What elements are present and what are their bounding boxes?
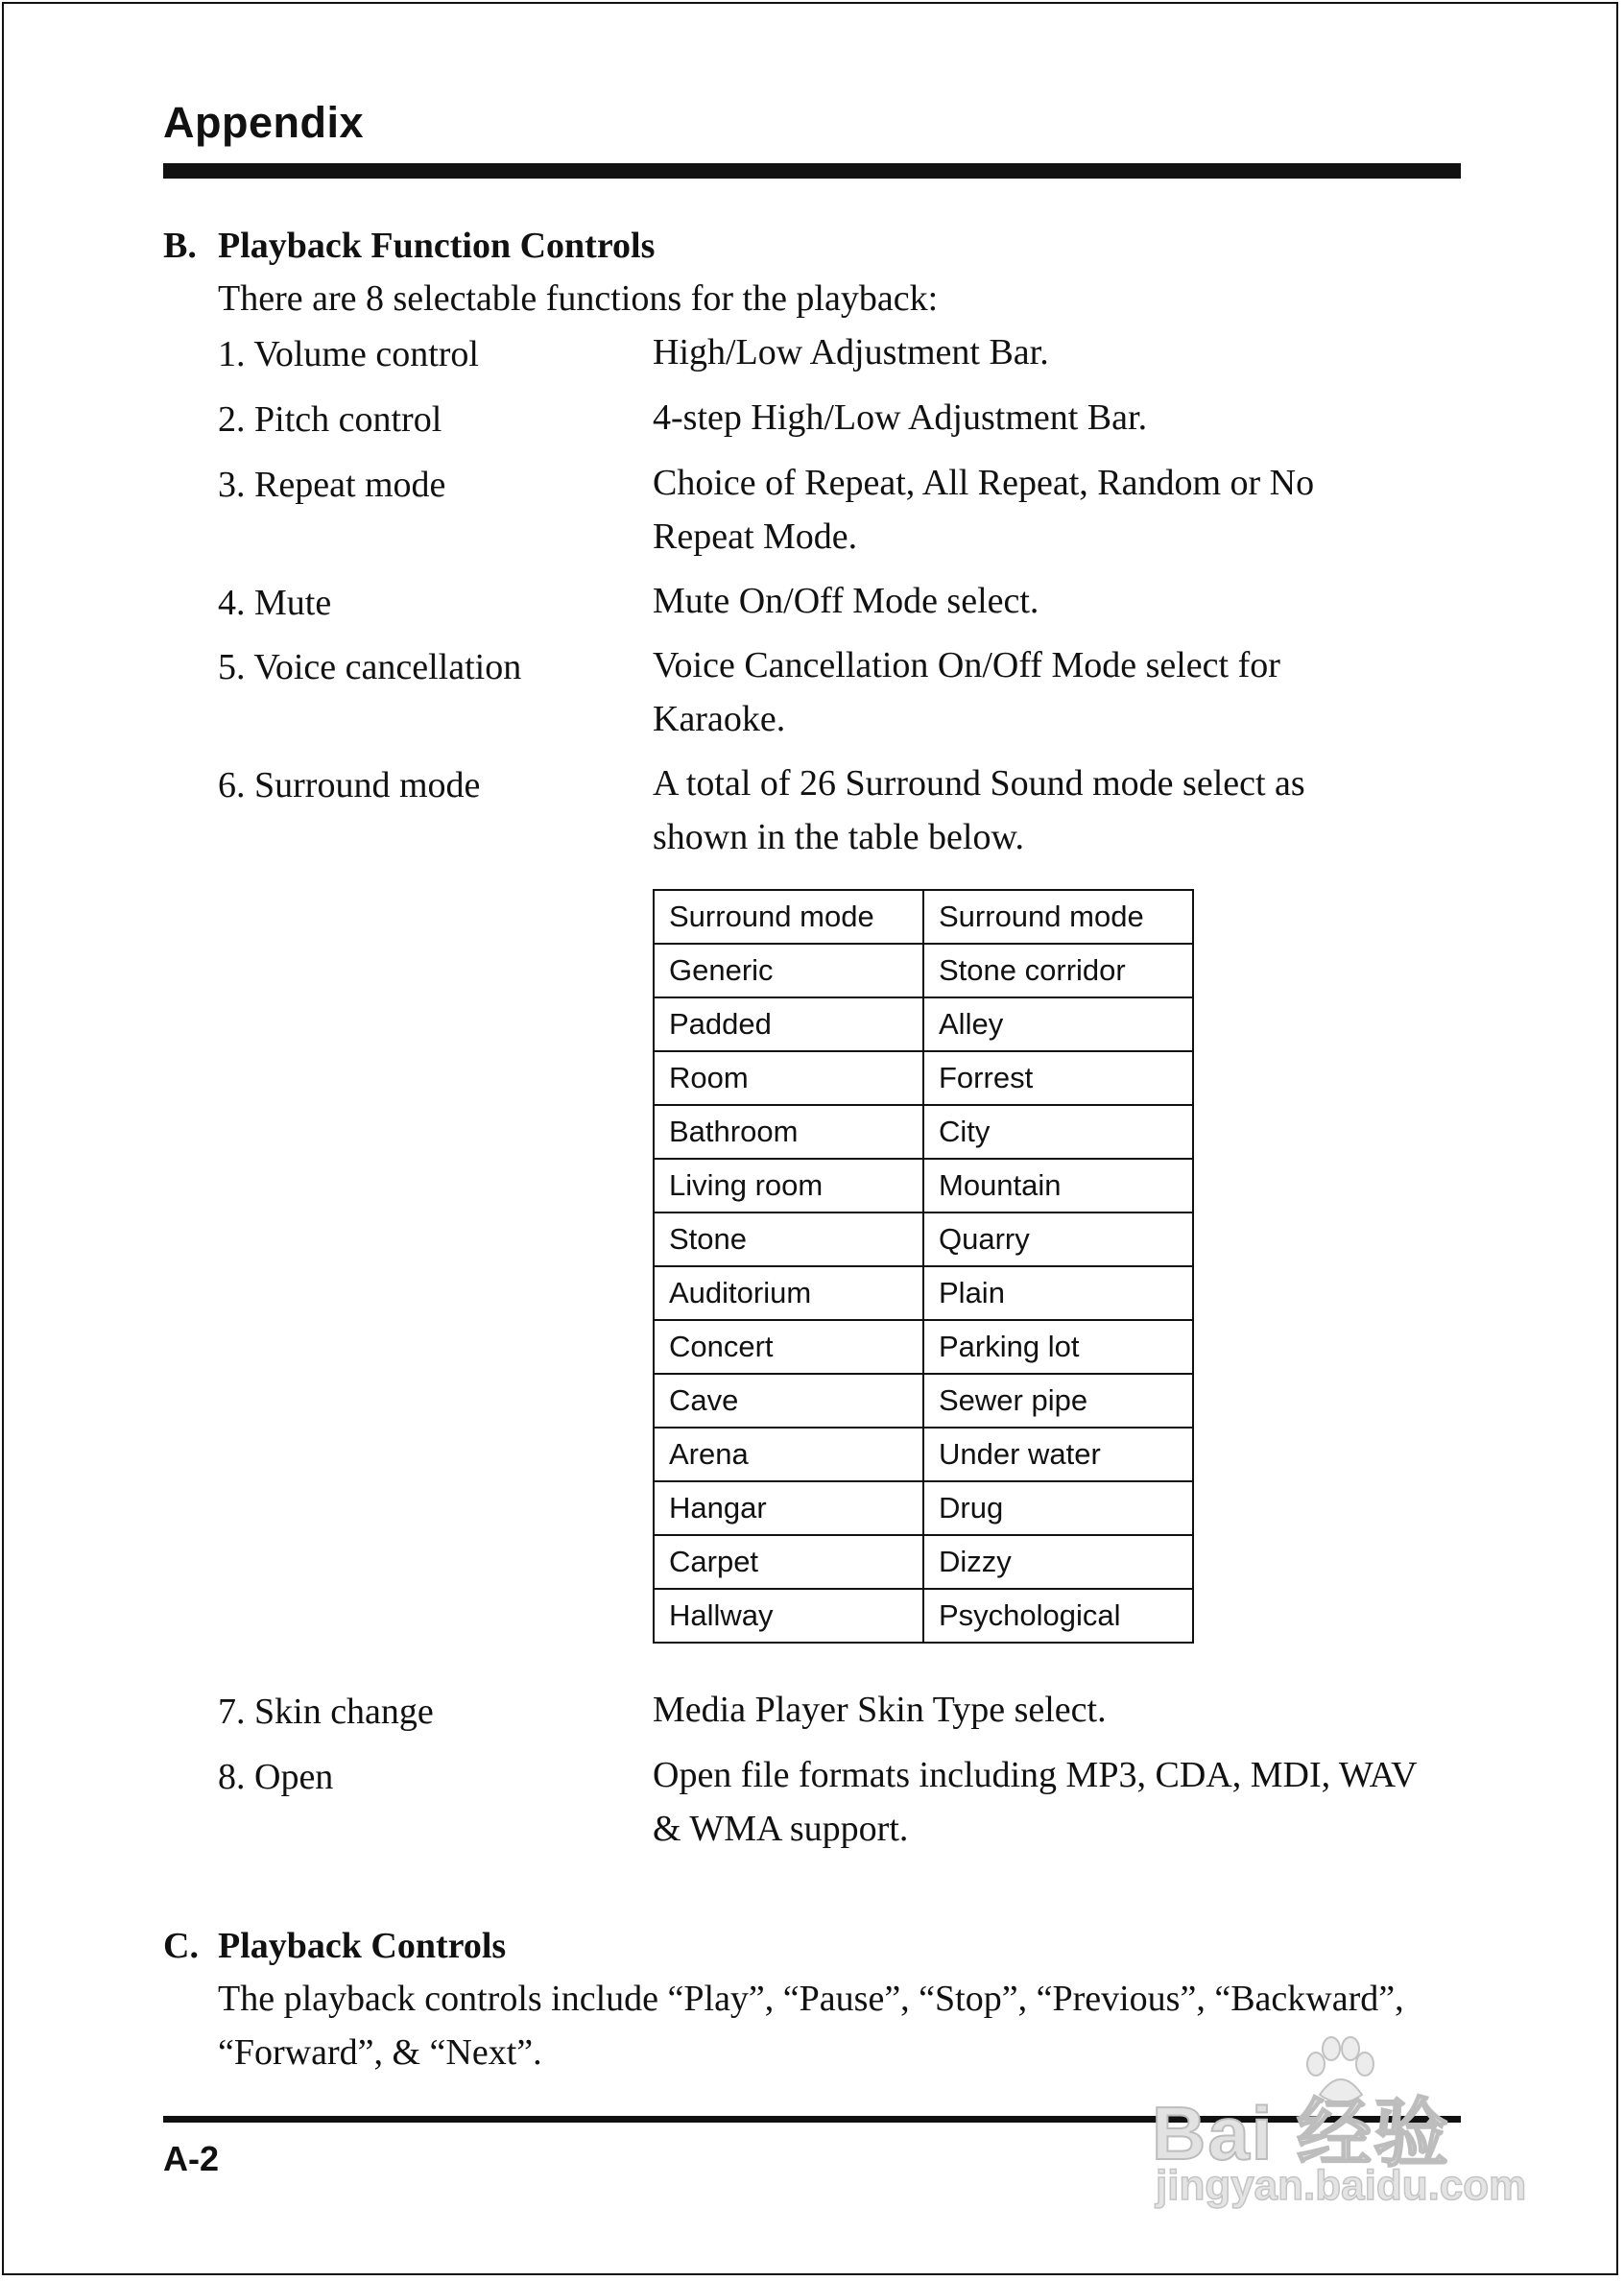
table-cell: Padded	[654, 997, 923, 1051]
function-description	[653, 1748, 1459, 1856]
section-c-heading	[163, 1925, 506, 1967]
table-cell: Generic	[654, 944, 923, 997]
description-line: A total of 26 Surround Sound mode select as	[653, 763, 1305, 804]
function-label: 5. Voice cancellation	[218, 647, 522, 687]
function-label: 7. Skin change	[218, 1692, 434, 1732]
table-header-cell: Surround mode	[923, 890, 1193, 944]
surround-mode-table	[653, 889, 1194, 1644]
function-description	[653, 456, 1459, 564]
function-label: 1. Volume control	[218, 334, 479, 374]
table-cell: Bathroom	[654, 1105, 923, 1159]
table-cell: Parking lot	[923, 1320, 1193, 1374]
function-description	[653, 391, 1459, 444]
table-row	[654, 1428, 1193, 1481]
table-cell: Forrest	[923, 1051, 1193, 1105]
table-row	[654, 1266, 1193, 1320]
table-row	[654, 1481, 1193, 1535]
description-line: Voice Cancellation On/Off Mode select for	[653, 645, 1280, 685]
table-cell: Cave	[654, 1374, 923, 1428]
table-row	[654, 1213, 1193, 1266]
table-cell: Alley	[923, 997, 1193, 1051]
table-header-row	[654, 890, 1193, 944]
table-cell: Sewer pipe	[923, 1374, 1193, 1428]
function-label: 6. Surround mode	[218, 765, 481, 805]
table-cell: Concert	[654, 1320, 923, 1374]
watermark-logo: Bai 经验	[1152, 2091, 1451, 2175]
section-b-intro: There are 8 selectable functions for the playback:	[218, 278, 939, 319]
table-cell: Drug	[923, 1481, 1193, 1535]
function-label: 3. Repeat mode	[218, 465, 446, 505]
table-cell: Hallway	[654, 1589, 923, 1643]
section-b-title: Playback Function Controls	[218, 226, 656, 266]
table-row	[654, 1589, 1193, 1643]
table-cell: Dizzy	[923, 1535, 1193, 1589]
description-line: Choice of Repeat, All Repeat, Random or No	[653, 463, 1315, 503]
section-c-title: Playback Controls	[218, 1926, 507, 1966]
section-b-heading	[163, 225, 655, 267]
function-label: 4. Mute	[218, 583, 332, 623]
section-b-letter: B.	[163, 226, 197, 266]
description-line: Mute On/Off Mode select.	[653, 581, 1039, 621]
table-cell: City	[923, 1105, 1193, 1159]
table-cell: Arena	[654, 1428, 923, 1481]
table-cell: Auditorium	[654, 1266, 923, 1320]
page-header-title: Appendix	[163, 98, 365, 147]
function-label: 2. Pitch control	[218, 399, 442, 440]
table-cell: Psychological	[923, 1589, 1193, 1643]
table-cell: Mountain	[923, 1159, 1193, 1213]
table-row	[654, 997, 1193, 1051]
description-line: shown in the table below.	[653, 817, 1024, 857]
description-line: Repeat Mode.	[653, 516, 858, 557]
table-row	[654, 1159, 1193, 1213]
table-cell: Living room	[654, 1159, 923, 1213]
table-header-cell: Surround mode	[654, 890, 923, 944]
description-line: & WMA support.	[653, 1809, 909, 1849]
body-line: The playback controls include “Play”, “Pause”, “Stop”, “Previous”, “Backward”,	[218, 1979, 1404, 2019]
description-line: Media Player Skin Type select.	[653, 1690, 1107, 1730]
table-cell: Hangar	[654, 1481, 923, 1535]
section-c-letter: C.	[163, 1926, 199, 1966]
page-number: A-2	[163, 2139, 220, 2178]
header-rule	[163, 163, 1461, 179]
table-cell: Carpet	[654, 1535, 923, 1589]
baidu-watermark	[1142, 2035, 1545, 2227]
function-description	[653, 756, 1459, 864]
function-label: 8. Open	[218, 1757, 334, 1797]
function-description	[653, 574, 1459, 628]
table-cell: Stone	[654, 1213, 923, 1266]
table-cell: Under water	[923, 1428, 1193, 1481]
function-description	[653, 325, 1459, 379]
table-row	[654, 1374, 1193, 1428]
description-line: High/Low Adjustment Bar.	[653, 332, 1049, 372]
watermark-url: jingyan.baidu.com	[1156, 2162, 1527, 2209]
table-cell: Room	[654, 1051, 923, 1105]
table-cell: Quarry	[923, 1213, 1193, 1266]
table-row	[654, 1535, 1193, 1589]
table-row	[654, 1051, 1193, 1105]
description-line: Open file formats including MP3, CDA, MDI, WAV	[653, 1755, 1418, 1795]
function-description	[653, 1683, 1459, 1737]
table-cell: Plain	[923, 1266, 1193, 1320]
description-line: Karaoke.	[653, 699, 786, 739]
table-row	[654, 944, 1193, 997]
table-cell: Stone corridor	[923, 944, 1193, 997]
body-line: “Forward”, & “Next”.	[218, 2032, 542, 2073]
description-line: 4-step High/Low Adjustment Bar.	[653, 397, 1148, 438]
table-row	[654, 1320, 1193, 1374]
table-row	[654, 1105, 1193, 1159]
function-description	[653, 638, 1459, 746]
